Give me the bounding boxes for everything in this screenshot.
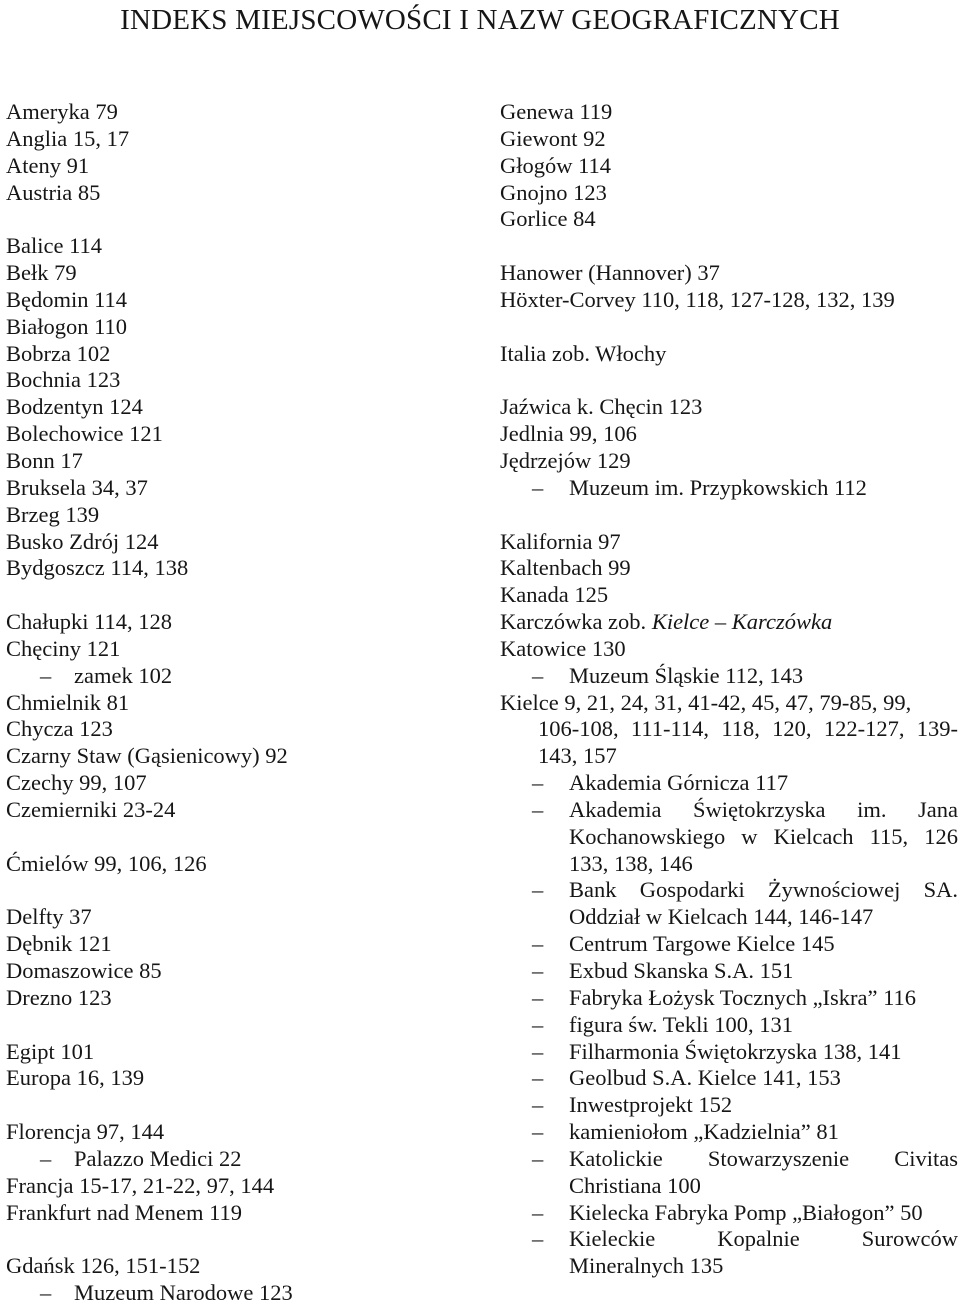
index-entry-kielce: Kielce 9, 21, 24, 31, 41-42, 45, 47, 79-85, 99,	[500, 689, 912, 715]
index-entry: Hanower (Hannover) 37	[500, 260, 720, 286]
index-entry: Francja 15-17, 21-22, 97, 144	[6, 1172, 275, 1198]
index-entry: Italia zob. Włochy	[500, 340, 667, 366]
index-entry-karczowka	[500, 609, 958, 636]
index-entry: Bełk 79	[6, 260, 77, 286]
index-subentry: – zamek 102	[6, 663, 446, 690]
section-gap	[6, 824, 446, 851]
index-entry: Jędrzejów 129	[500, 447, 631, 473]
index-entry: Białogon 110	[6, 313, 128, 339]
index-subentry: – Kieleckie Kopalnie Surowców Mineralnych 135	[500, 1226, 958, 1280]
cross-reference-prefix: Karczówka zob.	[500, 609, 647, 635]
index-entry: Brzeg 139	[6, 501, 100, 527]
index-entry: Czemierniki 23-24	[6, 796, 176, 822]
index-entry: Ameryka 79	[6, 99, 118, 124]
section-gap	[500, 314, 958, 341]
section-gap	[500, 233, 958, 260]
index-subentry: – Muzeum Śląskie 112, 143	[500, 663, 958, 690]
index-entry: Gdańsk 126, 151-152	[6, 1253, 201, 1279]
index-subentry: – figura św. Tekli 100, 131	[500, 1012, 958, 1039]
index-entry: Chałupki 114, 128	[6, 609, 173, 635]
index-entry: Chmielnik 81	[6, 689, 130, 715]
index-subentry: – Fabryka Łożysk Tocznych „Iskra” 116	[500, 985, 958, 1012]
index-entry: Giewont 92	[500, 125, 606, 151]
index-entry: Będomin 114	[6, 286, 128, 312]
index-entry: Bonn 17	[6, 447, 83, 473]
index-entry: Höxter-Corvey 110, 118, 127-128, 132, 139	[500, 286, 895, 312]
index-entry: Ateny 91	[6, 152, 90, 178]
section-gap	[6, 1092, 446, 1119]
cross-reference-target: Kielce – Karczówka	[651, 609, 833, 635]
page-title: INDEKS MIEJSCOWOŚCI I NAZW GEOGRAFICZNYCH	[120, 4, 840, 36]
index-column-left	[6, 99, 446, 1307]
index-entry: Katowice 130	[500, 635, 626, 661]
index-entry: Anglia 15, 17	[6, 125, 130, 151]
index-entry: Domaszowice 85	[6, 958, 162, 983]
index-entry: Bruksela 34, 37	[6, 474, 148, 500]
index-entry: Dębnik 121	[6, 931, 112, 957]
index-entry: Kaltenbach 99	[500, 555, 631, 581]
section-gap	[6, 582, 446, 609]
section-gap	[6, 206, 446, 233]
index-entry: Chycza 123	[6, 716, 113, 742]
index-entry-kielce-continuation: 106-108, 111-114, 118, 120, 122-127, 139-143, 157	[538, 716, 958, 769]
index-entry: Jaźwica k. Chęcin 123	[500, 394, 703, 420]
index-subentry: – Geolbud S.A. Kielce 141, 153	[500, 1065, 958, 1092]
section-gap	[6, 1226, 446, 1253]
index-entry: Busko Zdrój 124	[6, 528, 159, 554]
index-entry: Genewa 119	[500, 99, 613, 124]
index-subentry: – Bank Gospodarki Żywnościowej SA. Oddział w Kielcach 144, 146-147	[500, 877, 958, 931]
index-entry: Bochnia 123	[6, 367, 121, 393]
index-entry: Bobrza 102	[6, 340, 111, 366]
index-entry: Kanada 125	[500, 582, 609, 608]
section-gap	[6, 877, 446, 904]
index-entry: Czechy 99, 107	[6, 770, 147, 796]
index-subentry: – kamieniołom „Kadzielnia” 81	[500, 1119, 958, 1146]
index-entry: Drezno 123	[6, 984, 112, 1010]
index-subentry: – Palazzo Medici 22	[6, 1146, 446, 1173]
section-gap	[6, 1012, 446, 1039]
index-entry: Delfty 37	[6, 904, 92, 930]
index-subentry: – Akademia Górnicza 117	[500, 770, 958, 797]
index-entry: Chęciny 121	[6, 635, 121, 661]
index-entry: Czarny Staw (Gąsienicowy) 92	[6, 743, 288, 769]
index-entry: Egipt 101	[6, 1038, 95, 1064]
index-subentry: – Katolickie Stowarzyszenie Civitas Christiana 100	[500, 1146, 958, 1200]
index-entry: Ćmielów 99, 106, 126	[6, 850, 207, 876]
index-entry: Austria 85	[6, 179, 101, 205]
index-entry: Bolechowice 121	[6, 421, 163, 447]
index-subentry: – Akademia Świętokrzyska im. Jana Kochanowskiego w Kielcach 115, 126 133, 138, 146	[500, 797, 958, 878]
index-entry: Balice 114	[6, 233, 103, 259]
index-subentry: – Centrum Targowe Kielce 145	[500, 931, 958, 958]
index-entry: Bydgoszcz 114, 138	[6, 555, 189, 581]
index-entry: Europa 16, 139	[6, 1065, 145, 1091]
index-subentry: – Inwestprojekt 152	[500, 1092, 958, 1119]
index-entry: Bodzentyn 124	[6, 394, 143, 420]
section-gap	[500, 367, 958, 394]
index-subentry: – Filharmonia Świętokrzyska 138, 141	[500, 1039, 958, 1066]
index-subentry: – Muzeum Narodowe 123	[6, 1280, 446, 1307]
index-entry: Głogów 114	[500, 152, 612, 178]
index-entry: Jedlnia 99, 106	[500, 421, 637, 447]
index-entry: Gnojno 123	[500, 179, 607, 205]
index-entry: Florencja 97, 144	[6, 1119, 165, 1145]
index-subentry: – Exbud Skanska S.A. 151	[500, 958, 958, 985]
index-entry: Gorlice 84	[500, 206, 596, 232]
section-gap	[500, 502, 958, 529]
index-subentry: – Muzeum im. Przypkowskich 112	[500, 475, 958, 502]
index-subentry: – Kielecka Fabryka Pomp „Białogon” 50	[500, 1200, 958, 1227]
index-entry: Frankfurt nad Menem 119	[6, 1199, 242, 1225]
index-column-right	[500, 99, 958, 1280]
index-entry: Kalifornia 97	[500, 528, 621, 554]
